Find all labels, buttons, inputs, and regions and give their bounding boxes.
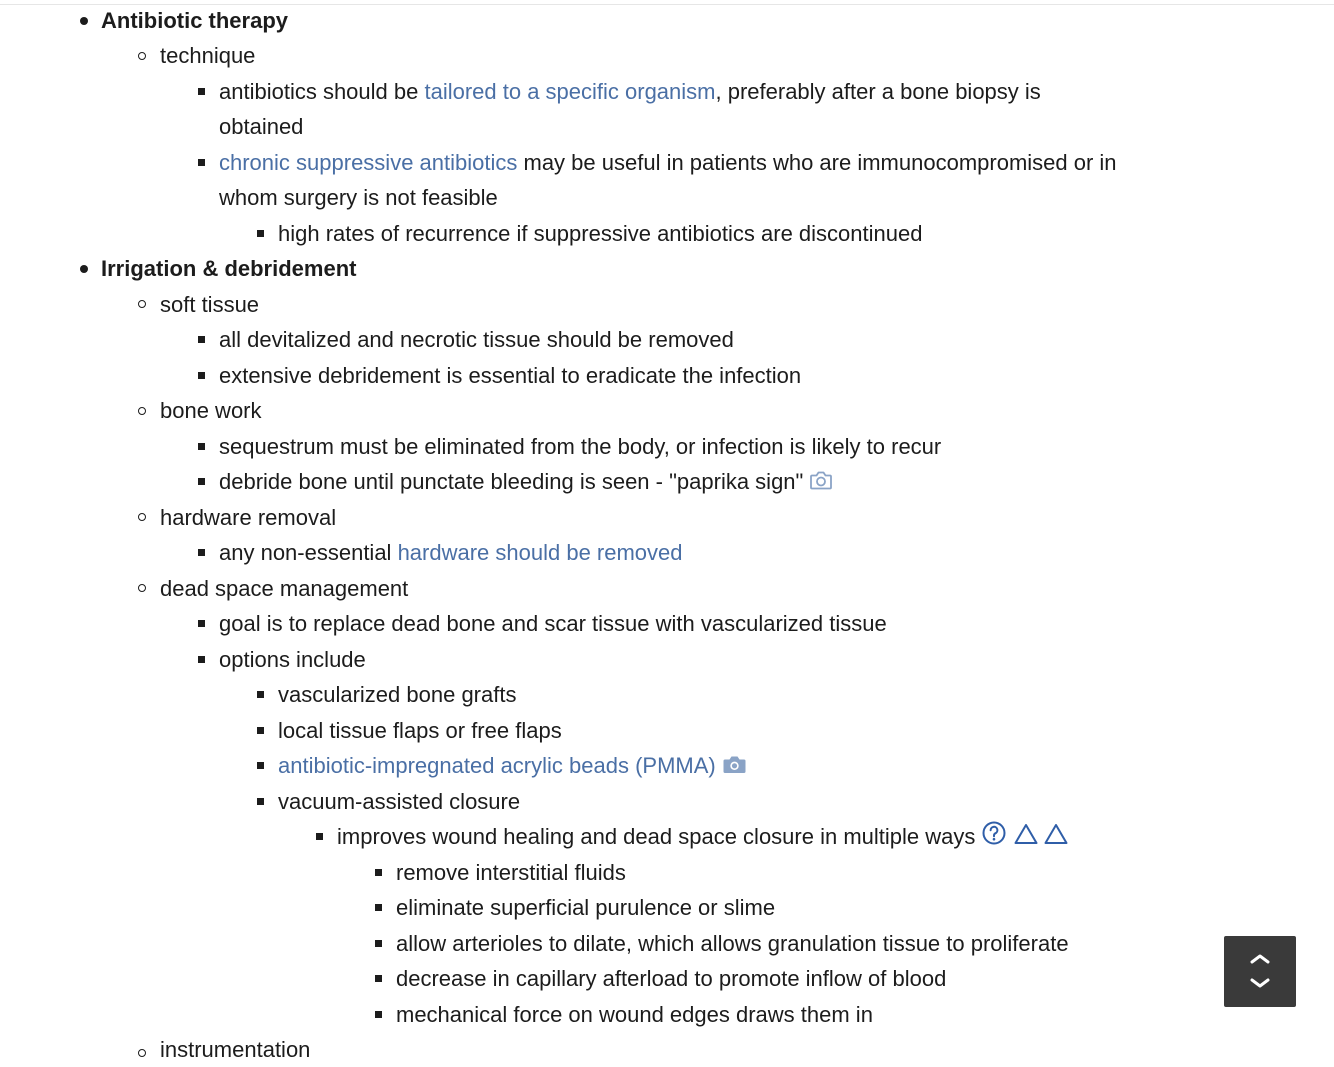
bullet-square bbox=[198, 159, 205, 166]
tailored-prefix: antibiotics should be bbox=[219, 79, 425, 104]
list-item-tailored-continued: obtained bbox=[219, 114, 304, 139]
bullet-square bbox=[375, 975, 382, 982]
list-item-arterioles: allow arterioles to dilate, which allows granulation tissue to proliferate bbox=[396, 931, 1069, 956]
list-item-recurrence: high rates of recurrence if suppressive antibiotics are discontinued bbox=[278, 221, 923, 246]
list-item-vac: vacuum-assisted closure bbox=[278, 789, 521, 814]
bullet-square bbox=[198, 656, 205, 663]
list-item-technique: technique bbox=[160, 43, 256, 68]
list-item-chronic bbox=[219, 145, 1117, 180]
list-item-grafts: vascularized bone grafts bbox=[278, 682, 517, 707]
bullet-circle bbox=[138, 1049, 146, 1057]
bullet-square bbox=[257, 762, 264, 769]
bullet-square bbox=[257, 727, 264, 734]
tailored-suffix: , preferably after a bone biopsy is bbox=[715, 79, 1041, 104]
bullet-square bbox=[257, 230, 264, 237]
bullet-square bbox=[375, 869, 382, 876]
list-item-purulence: eliminate superficial purulence or slime bbox=[396, 895, 776, 920]
bullet-circle bbox=[138, 513, 146, 521]
bullet-disc bbox=[80, 17, 88, 25]
bullet-circle bbox=[138, 300, 146, 308]
list-item-flaps: local tissue flaps or free flaps bbox=[278, 718, 562, 743]
list-item-soft-tissue: soft tissue bbox=[160, 292, 260, 317]
bullet-circle bbox=[138, 52, 146, 60]
bullet-circle bbox=[138, 584, 146, 592]
list-item-beads bbox=[278, 748, 747, 783]
list-item-hardware bbox=[219, 535, 683, 570]
bullet-square bbox=[198, 372, 205, 379]
list-item-goal: goal is to replace dead bone and scar tissue with vascularized tissue bbox=[219, 611, 887, 636]
list-item-chronic-continued: whom surgery is not feasible bbox=[219, 185, 498, 210]
triangle-icon[interactable] bbox=[1043, 821, 1069, 856]
list-item-options: options include bbox=[219, 647, 366, 672]
list-item-dead-space: dead space management bbox=[160, 576, 409, 601]
list-item-fluids: remove interstitial fluids bbox=[396, 860, 626, 885]
bullet-square bbox=[198, 443, 205, 450]
improves-text: improves wound healing and dead space closure in multiple ways bbox=[337, 824, 976, 849]
chronic-suffix: may be useful in patients who are immunocompromised or in bbox=[517, 150, 1117, 175]
bullet-square bbox=[257, 691, 264, 698]
list-item-improves bbox=[337, 819, 1069, 854]
heading-irrigation-debridement: Irrigation & debridement bbox=[101, 256, 357, 281]
scroll-up-down-icon bbox=[1224, 936, 1296, 1007]
camera-filled-icon[interactable] bbox=[722, 750, 747, 785]
bullet-square bbox=[375, 1011, 382, 1018]
list-item-extensive: extensive debridement is essential to eradicate the infection bbox=[219, 363, 802, 388]
chronic-suppressive-link[interactable]: chronic suppressive antibiotics bbox=[219, 150, 518, 175]
hardware-prefix: any non-essential bbox=[219, 540, 398, 565]
bullet-square bbox=[375, 904, 382, 911]
scroll-navigation-button[interactable] bbox=[1224, 936, 1296, 1007]
list-item-mechanical: mechanical force on wound edges draws them in bbox=[396, 1002, 873, 1027]
list-item-tailored bbox=[219, 74, 1041, 109]
paprika-text: debride bone until punctate bleeding is seen - "paprika sign" bbox=[219, 469, 804, 494]
heading-antibiotic-therapy: Antibiotic therapy bbox=[101, 8, 289, 33]
bullet-square bbox=[198, 620, 205, 627]
list-item-paprika bbox=[219, 464, 833, 499]
bullet-square bbox=[375, 940, 382, 947]
bullet-square bbox=[316, 833, 323, 840]
list-item-hardware-removal: hardware removal bbox=[160, 505, 337, 530]
bullet-square bbox=[198, 336, 205, 343]
question-circle-icon[interactable] bbox=[981, 820, 1007, 856]
tailored-organism-link[interactable]: tailored to a specific organism bbox=[424, 79, 716, 104]
bullet-square bbox=[198, 549, 205, 556]
bullet-square bbox=[257, 798, 264, 805]
bullet-square bbox=[198, 478, 205, 485]
list-item-sequestrum: sequestrum must be eliminated from the body, or infection is likely to recur bbox=[219, 434, 942, 459]
bullet-square bbox=[198, 88, 205, 95]
list-item-instrumentation-partial: instrumentation bbox=[160, 1037, 311, 1062]
hardware-removed-link[interactable]: hardware should be removed bbox=[397, 540, 683, 565]
camera-outline-icon[interactable] bbox=[809, 466, 833, 501]
bullet-circle bbox=[138, 407, 146, 415]
acrylic-beads-link[interactable]: antibiotic-impregnated acrylic beads (PMMA) bbox=[278, 753, 716, 778]
bullet-disc bbox=[80, 265, 88, 273]
list-item-afterload: decrease in capillary afterload to promote inflow of blood bbox=[396, 966, 947, 991]
list-item-devitalized: all devitalized and necrotic tissue should be removed bbox=[219, 327, 734, 352]
list-item-bone-work: bone work bbox=[160, 398, 262, 423]
triangle-icon[interactable] bbox=[1013, 821, 1039, 856]
